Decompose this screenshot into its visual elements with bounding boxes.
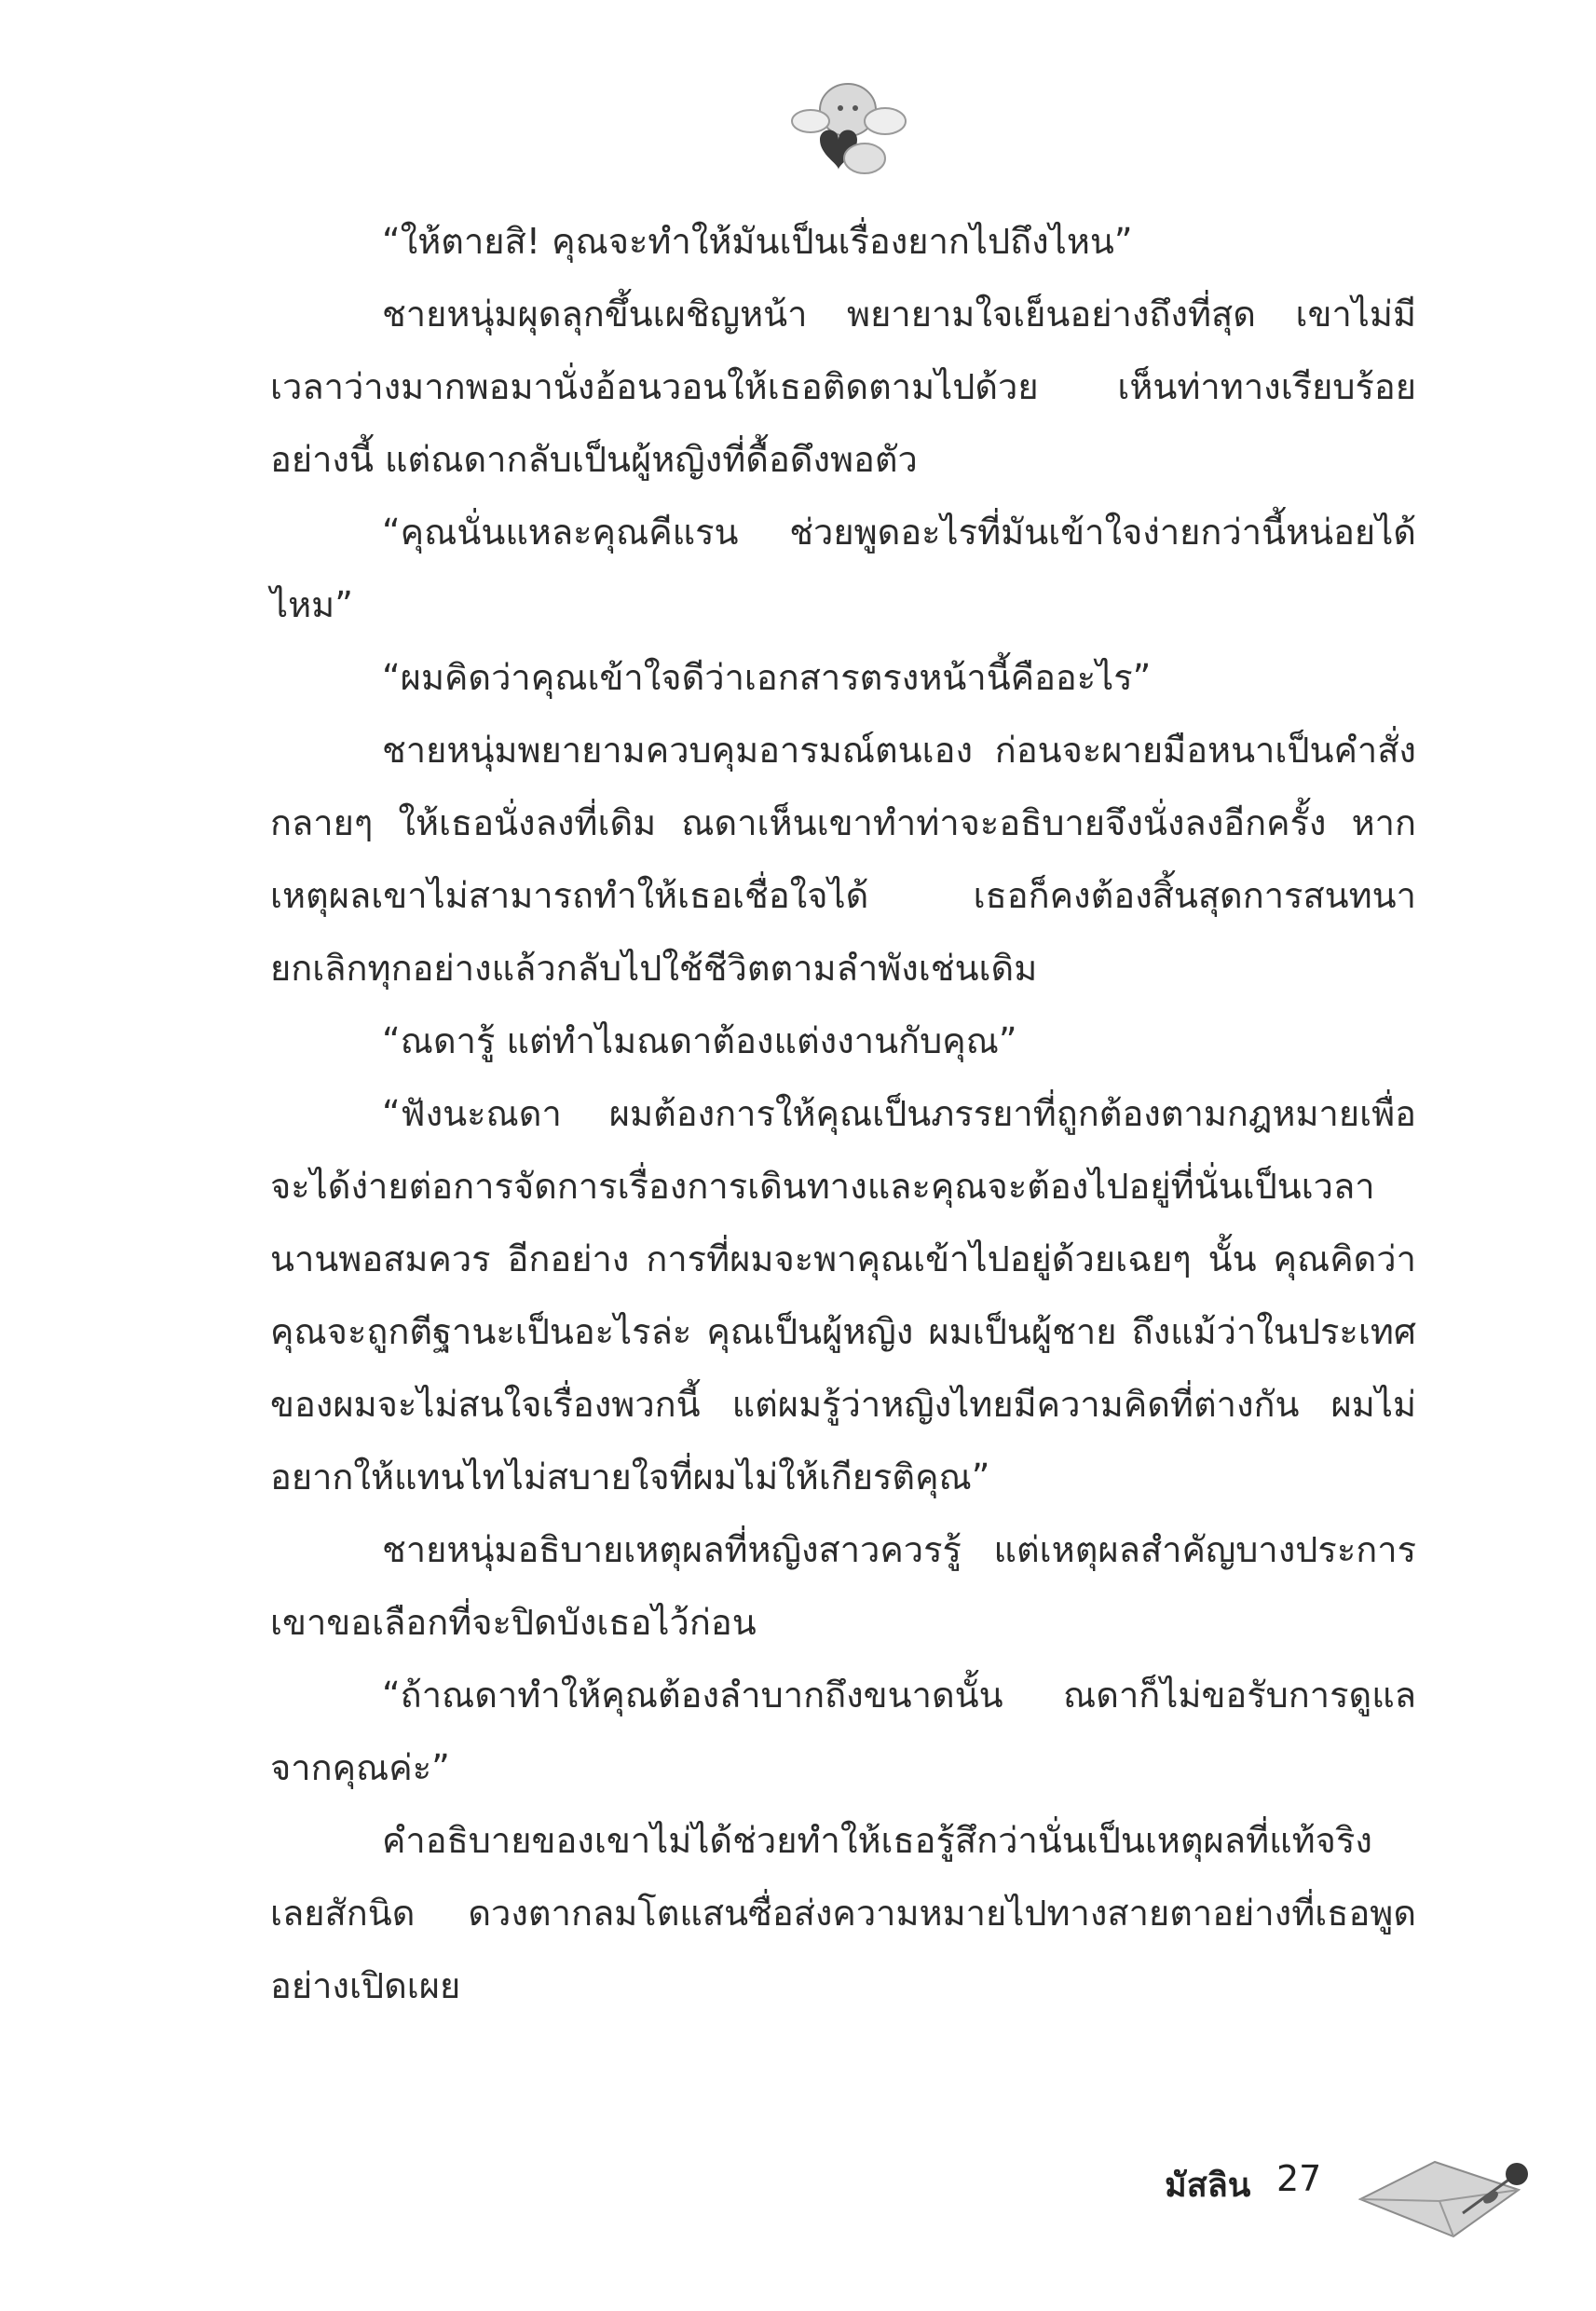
paragraph: “ให้ตายสิ! คุณจะทำให้มันเป็นเรื่องยากไปถึงไหน”: [382, 221, 1133, 262]
paragraph: “ฟังนะณดา ผมต้องการให้คุณเป็นภรรยาที่ถูกต้องตามกฎหมายเพื่อจะได้ง่ายต่อการจัดการเรื่องการเดินทางและคุณจะต้องไปอยู่ที่นั่นเป็นเวลานานพอสมควร อีกอย่าง การที่ผมจะพาคุณเข้าไปอยู่ด้วยเฉยๆ นั้น คุณคิดว่าคุณจะถูกตีฐานะเป็นอะไรล่ะ คุณเป็นผู้หญิง ผมเป็นผู้ชาย ถึงแม้ว่าในประเทศของผมจะไม่สนใจเรื่องพวกนี้ แต่ผมรู้ว่าหญิงไทยมีความคิดที่ต่างกัน ผมไม่อยากให้แทนไทไม่สบายใจที่ผมไม่ให้เกียรติคุณ”: [270, 1093, 1416, 1497]
envelope-rose-ornament: [1351, 2143, 1537, 2255]
page-number: 27: [1276, 2158, 1322, 2199]
paragraph: ชายหนุ่มอธิบายเหตุผลที่หญิงสาวควรรู้ แต่เหตุผลสำคัญบางประการ เขาขอเลือกที่จะปิดบังเธอไว้ก่อน: [270, 1529, 1416, 1643]
paragraph: “คุณนั่นแหละคุณคีแรน ช่วยพูดอะไรที่มันเข้าใจง่ายกว่านี้หน่อยได้ไหม”: [270, 512, 1416, 625]
paragraph: “ถ้าณดาทำให้คุณต้องลำบากถึงขนาดนั้น ณดาก็ไม่ขอรับการดูแลจากคุณค่ะ”: [270, 1675, 1416, 1788]
book-title: มัสลิน: [1165, 2167, 1251, 2205]
paragraph: คำอธิบายของเขาไม่ได้ช่วยทำให้เธอรู้สึกว่านั่นเป็นเหตุผลที่แท้จริงเลยสักนิด ดวงตากลมโตแสนซื่อส่งความหมายไปทางสายตาอย่างที่เธอพูดอย่างเปิดเผย: [270, 1820, 1416, 2006]
paragraph: ชายหนุ่มผุดลุกขึ้นเผชิญหน้า พยายามใจเย็นอย่างถึงที่สุด เขาไม่มีเวลาว่างมากพอมานั่งอ้อนวอนให้เธอติดตามไปด้วย เห็นท่าทางเรียบร้อยอย่างนี้ แต่ณดากลับเป็นผู้หญิงที่ดื้อดึงพอตัว: [270, 294, 1416, 480]
paragraph: “ผมคิดว่าคุณเข้าใจดีว่าเอกสารตรงหน้านี้คืออะไร”: [382, 657, 1152, 698]
story-text: [270, 205, 1416, 2022]
page-footer: [1165, 2143, 1537, 2255]
paragraph: ชายหนุ่มพยายามควบคุมอารมณ์ตนเอง ก่อนจะผายมือหนาเป็นคำสั่งกลายๆ ให้เธอนั่งลงที่เดิม ณดาเห็นเขาทำท่าจะอธิบายจึงนั่งลงอีกครั้ง หากเหตุผลเขาไม่สามารถทำให้เธอเชื่อใจได้ เธอก็คงต้องสิ้นสุดการสนทนา ยกเลิกทุกอย่างแล้วกลับไปใช้ชีวิตตามลำพังเช่นเดิม: [270, 730, 1416, 989]
paragraph: “ณดารู้ แต่ทำไมณดาต้องแต่งงานกับคุณ”: [382, 1020, 1017, 1061]
cupid-heart-ornament: [783, 65, 913, 186]
